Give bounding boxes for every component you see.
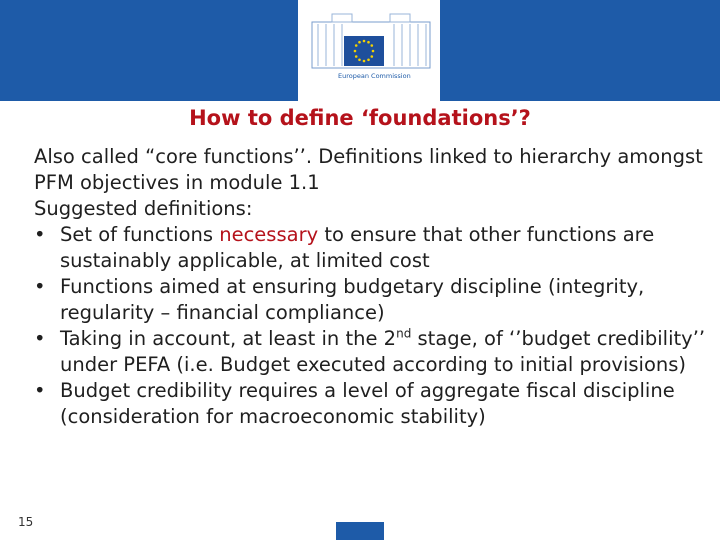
commission-building-icon <box>298 0 440 101</box>
slide-body <box>34 144 714 430</box>
bullet-marker: • <box>34 327 46 350</box>
intro-paragraph: Also called “core functions’’. Definitions linked to hierarchy amongst PFM objectives in module 1.1 <box>34 145 703 194</box>
logo-text: European Commission <box>338 72 411 80</box>
european-commission-logo <box>298 0 440 101</box>
definitions-list <box>34 222 714 430</box>
bullet-marker: • <box>34 379 46 402</box>
bullet-2-text: Functions aimed at ensuring budgetary discipline (integrity, regularity – financial compliance) <box>60 275 645 324</box>
suggested-definitions-label: Suggested definitions: <box>34 197 253 220</box>
slide-title: How to define ‘foundations’? <box>189 106 531 130</box>
footer-flag <box>336 522 384 540</box>
bullet-3-text-end: stage, of ‘’budget credibility’’ under PEFA (i.e. Budget executed according to initial provisions) <box>60 327 706 376</box>
ordinal-superscript: nd <box>396 326 412 341</box>
bullet-1-highlight: necessary <box>219 223 319 246</box>
bullet-1-text-start: Set of functions <box>60 223 220 246</box>
list-item <box>34 378 714 430</box>
page-number: 15 <box>18 515 34 529</box>
list-item <box>34 326 714 378</box>
bullet-4-text: Budget credibility requires a level of aggregate fiscal discipline (consideration for macroeconomic stability) <box>60 379 675 428</box>
bullet-3-text-start: Taking in account, at least in the 2 <box>60 327 397 350</box>
bullet-marker: • <box>34 275 46 298</box>
bullet-marker: • <box>34 223 46 246</box>
list-item <box>34 222 714 274</box>
bullet-1-text-end: to ensure that other functions are sustainably applicable, at limited cost <box>60 223 655 272</box>
list-item <box>34 274 714 326</box>
